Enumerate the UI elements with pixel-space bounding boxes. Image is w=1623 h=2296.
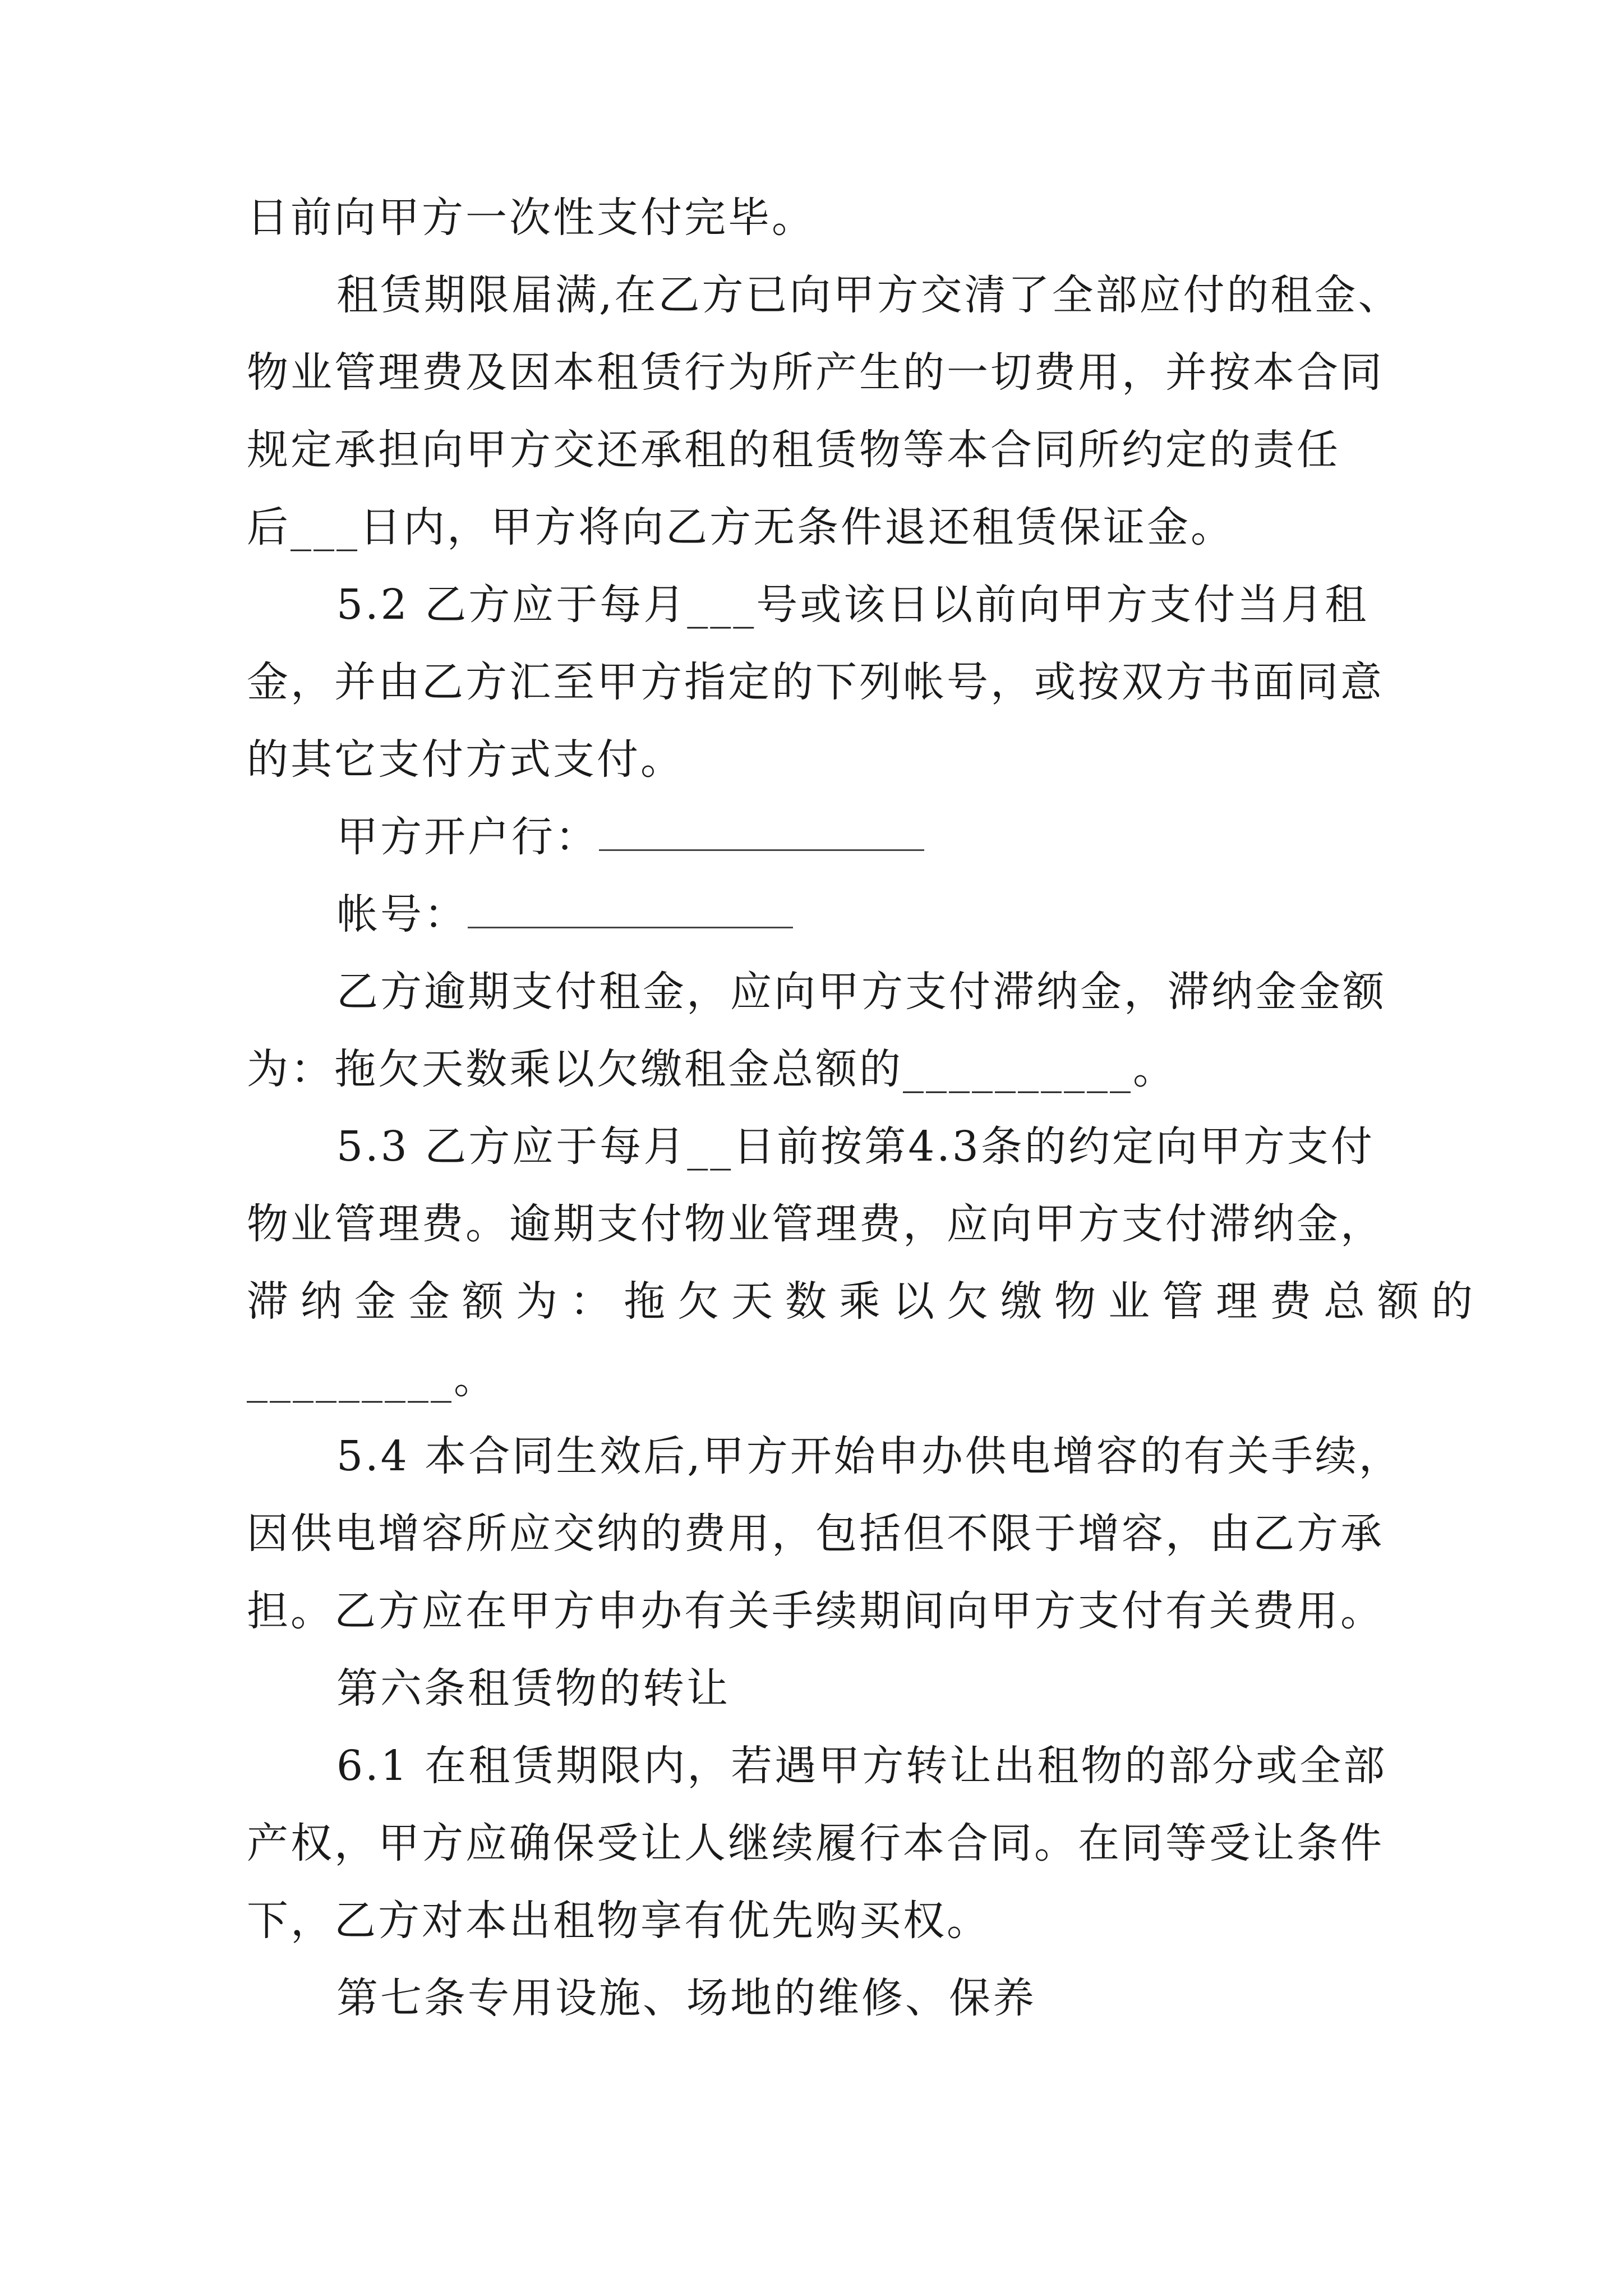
- account-blank: [468, 887, 793, 928]
- text-line: 为：拖欠天数乘以欠缴租金总额的__________。: [247, 1045, 1177, 1093]
- text-line: 物业管理费及因本租赁行为所产生的一切费用，并按本合同: [247, 348, 1384, 397]
- text-line: 租赁期限届满,在乙方已向甲方交清了全部应付的租金、: [336, 271, 1402, 319]
- bank-blank: [599, 810, 924, 851]
- text-line: 5.2 乙方应于每月___号或该日以前向甲方支付当月租: [336, 581, 1369, 629]
- text-line: 担。乙方应在甲方申办有关手续期间向甲方支付有关费用。: [247, 1587, 1384, 1635]
- text-line: 乙方逾期支付租金，应向甲方支付滞纳金，滞纳金金额: [336, 968, 1386, 1016]
- text-line: 金，并由乙方汇至甲方指定的下列帐号，或按双方书面同意: [247, 658, 1384, 706]
- text-line: 因供电增容所应交纳的费用，包括但不限于增容，由乙方承: [247, 1510, 1384, 1558]
- text-line: 规定承担向甲方交还承租的租赁物等本合同所约定的责任: [247, 426, 1340, 474]
- text-line: 5.4 本合同生效后,甲方开始申办供电增容的有关手续，: [336, 1432, 1403, 1480]
- text-line: 下，乙方对本出租物享有优先购买权。: [247, 1897, 990, 1945]
- text-line: 滞纳金金额为：拖欠天数乘以欠缴物业管理费总额的: [247, 1277, 1485, 1326]
- text-line: 物业管理费。逾期支付物业管理费，应向甲方支付滞纳金，: [247, 1200, 1384, 1248]
- text-line: 日前向甲方一次性支付完毕。: [247, 194, 815, 242]
- account-label: 帐号：: [336, 890, 468, 938]
- account-label-line: [336, 886, 793, 942]
- text-line: 产权，甲方应确保受让人继续履行本合同。在同等受让条件: [247, 1819, 1384, 1867]
- section-heading: 第七条专用设施、场地的维修、保养: [336, 1974, 1036, 2022]
- text-line: 的其它支付方式支付。: [247, 735, 684, 784]
- bank-label: 甲方开户行：: [336, 813, 599, 861]
- text-line: _________。: [247, 1355, 497, 1403]
- text-line: 5.3 乙方应于每月__日前按第4.3条的约定向甲方支付: [336, 1122, 1375, 1171]
- text-line: 6.1 在租赁期限内，若遇甲方转让出租物的部分或全部: [336, 1742, 1387, 1790]
- bank-label-line: [336, 809, 924, 865]
- text-line: 后___日内，甲方将向乙方无条件退还租赁保证金。: [247, 503, 1234, 551]
- section-heading: 第六条租赁物的转让: [336, 1664, 730, 1713]
